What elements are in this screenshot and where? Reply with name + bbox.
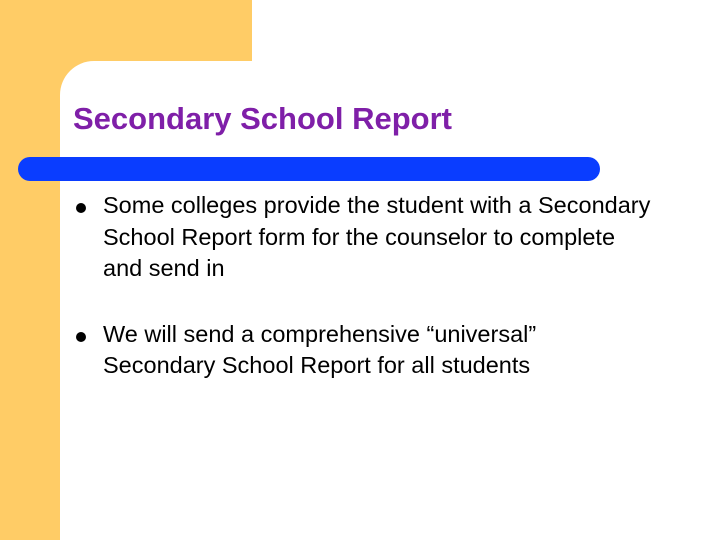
- bullet-dot-icon: [76, 203, 86, 213]
- bullet-text: Some colleges provide the student with a Secondary School Report form for the counselor to complete and send in: [103, 192, 651, 281]
- accent-block-left: [0, 0, 60, 540]
- bullet-text: We will send a comprehensive “universal” Secondary School Report for all students: [103, 320, 537, 378]
- title-underline-bar: [18, 157, 600, 181]
- bullet-list: [72, 190, 652, 416]
- bullet-item: [72, 190, 652, 285]
- bullet-dot-icon: [76, 332, 86, 342]
- bullet-item: [72, 319, 652, 382]
- slide-title: Secondary School Report: [73, 101, 452, 136]
